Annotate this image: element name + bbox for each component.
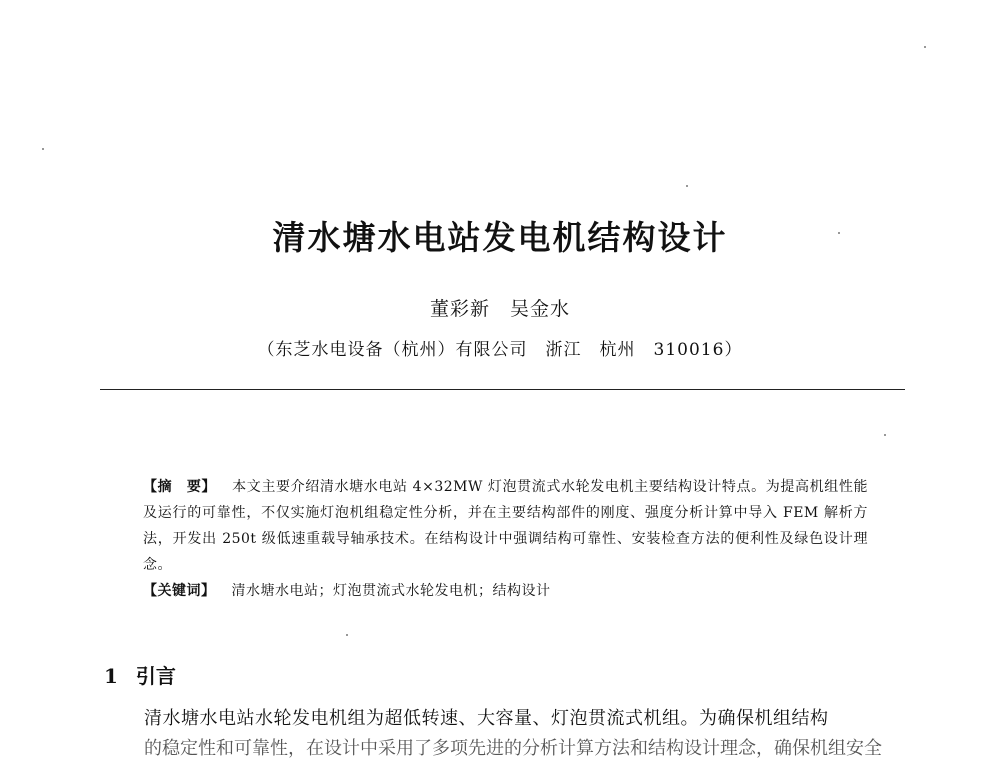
- scan-speck: [884, 434, 886, 436]
- author-list: 董彩新 吴金水: [429, 298, 570, 320]
- section-title: 引言: [135, 664, 176, 688]
- section-heading: [104, 662, 176, 690]
- abstract-paragraph: [143, 474, 868, 578]
- body-text-line-cut: 的稳定性和可靠性，在设计中采用了多项先进的分析计算方法和结构设计理念，确保机组安全: [144, 738, 882, 759]
- abstract-label: 【摘 要】: [143, 479, 217, 495]
- author-affiliation: （东芝水电设备（杭州）有限公司 浙江 杭州 310016）: [257, 340, 743, 360]
- keywords-text: 清水塘水电站；灯泡贯流式水轮发电机；结构设计: [231, 583, 551, 599]
- abstract-text: 本文主要介绍清水塘水电站 4×32MW 灯泡贯流式水轮发电机主要结构设计特点。为提高机组性能及运行的可靠性，不仅实施灯泡机组稳定性分析，并在主要结构部件的刚度、强度分析计算中导入 FEM 解析方法，开发出 250t 级低速重载导轴承技术。在结构设计中强调结构可靠性、安装检查方法的便利性及绿色设计理念。: [143, 479, 869, 573]
- scan-speck: [42, 148, 44, 150]
- keywords-paragraph: [143, 578, 868, 604]
- scan-speck: [346, 634, 348, 636]
- scan-speck: [924, 46, 926, 48]
- keywords-label: 【关键词】: [143, 583, 216, 599]
- body-text-line: 清水塘水电站水轮发电机组为超低转速、大容量、灯泡贯流式机组。为确保机组结构: [144, 708, 829, 729]
- abstract-block: [143, 474, 868, 604]
- scan-speck: [838, 232, 840, 234]
- section-number: 1: [104, 664, 118, 688]
- header-divider: [100, 389, 905, 390]
- paper-title: 清水塘水电站发电机结构设计: [272, 218, 728, 257]
- scan-speck: [686, 185, 688, 187]
